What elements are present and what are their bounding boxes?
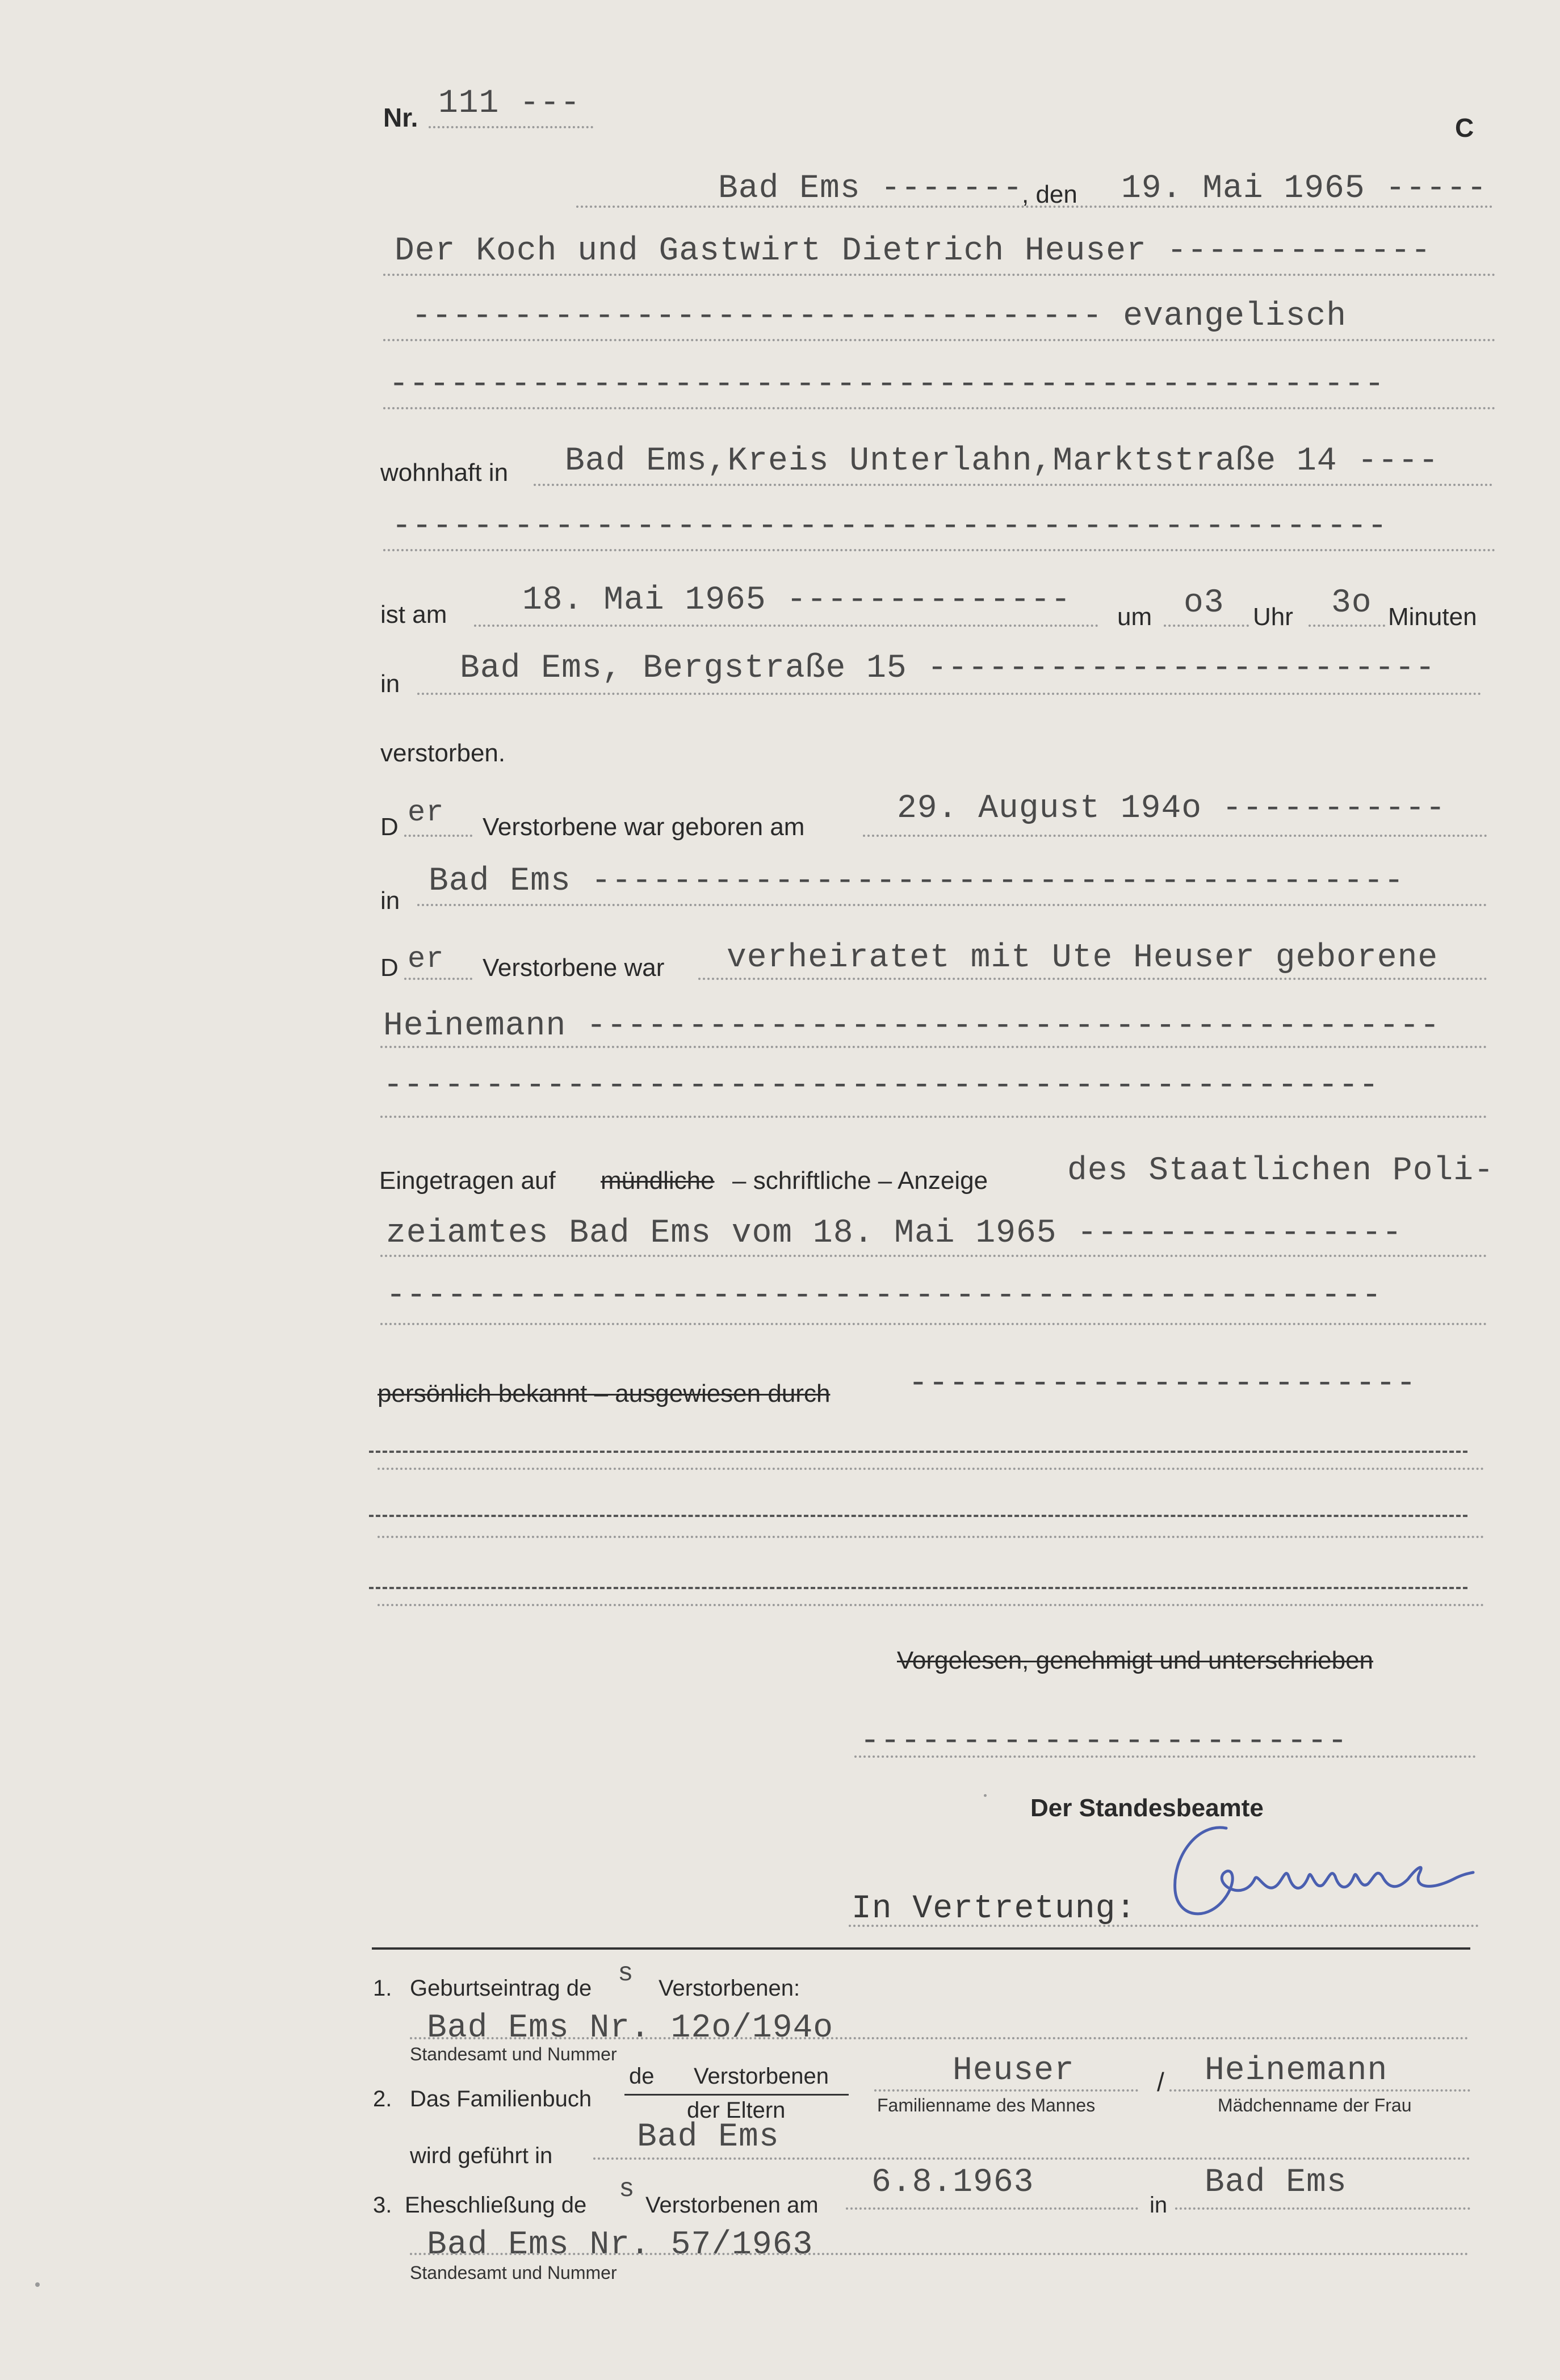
den-label: , den bbox=[1022, 181, 1077, 208]
identity-dot-line-3 bbox=[378, 1604, 1484, 1606]
identity-dot-line-2 bbox=[378, 1536, 1484, 1538]
residence-address: Bad Ems,Kreis Unterlahn,Marktstraße 14 ---- bbox=[565, 443, 1439, 480]
paper-speck bbox=[35, 2282, 40, 2287]
birth-er-typed: er bbox=[408, 796, 444, 829]
closing-dashes: ------------------------ bbox=[860, 1723, 1348, 1760]
registration-struck-word: mündliche bbox=[601, 1167, 715, 1195]
f3-s: s bbox=[619, 2174, 635, 2204]
f3-line bbox=[410, 2253, 1469, 2255]
identity-dash-line-2 bbox=[369, 1515, 1467, 1517]
marital-line-2 bbox=[380, 1046, 1487, 1048]
family-book-place: Bad Ems bbox=[637, 2119, 779, 2156]
f2-eltern: der Eltern bbox=[687, 2098, 786, 2123]
f1-s: s bbox=[618, 1959, 634, 1988]
registration-authority-a: des Staatlichen Poli- bbox=[1067, 1153, 1494, 1189]
in-vertretung: In Vertretung: bbox=[852, 1891, 1137, 1928]
registration-line-3 bbox=[380, 1323, 1487, 1325]
f2-wife-line bbox=[1169, 2089, 1470, 2092]
registration-label-b: – schriftliche – Anzeige bbox=[732, 1167, 988, 1195]
marital-er-typed: er bbox=[408, 942, 444, 976]
f3-caption: Standesamt und Nummer bbox=[410, 2262, 617, 2283]
registration-blank-line: ------------------------------------------------- bbox=[386, 1277, 1382, 1314]
f2-de: de bbox=[629, 2064, 655, 2089]
registration-label-a: Eingetragen auf bbox=[379, 1167, 556, 1195]
identity-dot-line-1 bbox=[378, 1468, 1484, 1470]
person-blank-line: ------------------------------------------------- bbox=[389, 366, 1385, 403]
person-line-1 bbox=[383, 274, 1496, 276]
person-line-2 bbox=[383, 339, 1496, 341]
registration-authority-b: zeiamtes Bad Ems vom 18. Mai 1965 ---------------- bbox=[386, 1215, 1403, 1252]
paper-speck bbox=[984, 1794, 987, 1797]
closing-dot-line bbox=[854, 1755, 1476, 1758]
birth-place-line bbox=[417, 904, 1487, 906]
f2-wird-label: wird geführt in bbox=[410, 2143, 553, 2168]
nr-underline bbox=[429, 126, 593, 128]
identity-dashes: ------------------------- bbox=[908, 1365, 1417, 1402]
birth-in-label: in bbox=[380, 887, 400, 915]
um-label: um bbox=[1117, 603, 1152, 631]
f2-label: Das Familienbuch bbox=[410, 2086, 592, 2111]
birth-d-prefix: D bbox=[380, 813, 399, 841]
f3-date-line bbox=[846, 2207, 1138, 2210]
residence-line-1 bbox=[534, 484, 1493, 486]
f3-number: 3. bbox=[373, 2193, 392, 2218]
marital-line-1 bbox=[698, 978, 1487, 980]
wife-maiden-name: Heinemann bbox=[1205, 2052, 1388, 2089]
identity-dash-line-3 bbox=[369, 1587, 1467, 1589]
birth-place: Bad Ems ---------------------------------------- bbox=[429, 863, 1404, 900]
f2-verstorbenen: Verstorbenen bbox=[694, 2064, 829, 2089]
religion-line: ---------------------------------- evangelisch bbox=[412, 298, 1347, 335]
place-date-line bbox=[576, 206, 1493, 208]
f2-place-line bbox=[593, 2157, 1470, 2160]
uhr-label: Uhr bbox=[1253, 603, 1293, 631]
marital-line-3 bbox=[380, 1116, 1487, 1118]
f3-place-line bbox=[1175, 2207, 1470, 2210]
marital-label: Verstorbene war bbox=[483, 954, 665, 982]
death-in-label: in bbox=[380, 670, 400, 698]
residence-blank-line: ------------------------------------------------- bbox=[392, 508, 1388, 545]
f2-slash: / bbox=[1157, 2067, 1164, 2097]
marriage-place: Bad Ems bbox=[1205, 2164, 1347, 2201]
death-hour: o3 bbox=[1184, 585, 1224, 622]
birth-entry-value: Bad Ems Nr. 12o/194o bbox=[427, 2010, 834, 2047]
footnote-divider bbox=[372, 1947, 1470, 1950]
husband-surname: Heuser bbox=[953, 2052, 1075, 2089]
death-minutes: 3o bbox=[1331, 585, 1372, 622]
hour-line bbox=[1164, 625, 1249, 627]
birth-er-line bbox=[404, 835, 472, 837]
identity-struck-text: persönlich bekannt – ausgewiesen durch bbox=[378, 1380, 831, 1407]
nr-label: Nr. bbox=[383, 103, 418, 132]
birth-date: 29. August 194o ----------- bbox=[897, 790, 1446, 827]
spouse-maiden-name: Heinemann ------------------------------------------ bbox=[383, 1008, 1440, 1045]
f1-line bbox=[410, 2037, 1469, 2039]
official-title: Der Standesbeamte bbox=[1030, 1794, 1264, 1822]
verstorben-label: verstorben. bbox=[380, 739, 506, 767]
deceased-name-line: Der Koch und Gastwirt Dietrich Heuser ------------- bbox=[395, 233, 1432, 270]
f2-caption-husband: Familienname des Mannes bbox=[877, 2095, 1096, 2115]
marital-er-line bbox=[404, 978, 472, 980]
identity-dash-line-1 bbox=[369, 1451, 1467, 1453]
birth-date-line bbox=[863, 835, 1487, 837]
f2-husband-line bbox=[874, 2089, 1138, 2092]
register-number: 111 --- bbox=[438, 85, 581, 122]
residence-label: wohnhaft in bbox=[380, 459, 509, 487]
f3-label-a: Eheschließung de bbox=[405, 2193, 587, 2218]
read-approved-struck: Vorgelesen, genehmigt und unterschrieben bbox=[897, 1646, 1374, 1674]
f3-label-b: Verstorbenen am bbox=[645, 2193, 819, 2218]
f1-label-a: Geburtseintrag de bbox=[410, 1976, 592, 2001]
marital-status: verheiratet mit Ute Heuser geborene bbox=[727, 940, 1439, 977]
marital-d-prefix: D bbox=[380, 954, 399, 982]
birth-label: Verstorbene war geboren am bbox=[483, 813, 805, 841]
signature bbox=[1158, 1811, 1476, 1942]
f1-label-b: Verstorbenen: bbox=[659, 1976, 800, 2001]
f2-fraction-rule bbox=[624, 2094, 849, 2096]
death-place: Bad Ems, Bergstraße 15 ------------------------- bbox=[460, 650, 1436, 687]
f2-number: 2. bbox=[373, 2086, 392, 2111]
ist-am-label: ist am bbox=[380, 601, 447, 628]
f1-number: 1. bbox=[373, 1976, 392, 2001]
marriage-date: 6.8.1963 bbox=[871, 2164, 1034, 2201]
corner-letter: C bbox=[1455, 113, 1474, 143]
residence-line-2 bbox=[383, 549, 1496, 551]
marriage-entry-value: Bad Ems Nr. 57/1963 bbox=[427, 2227, 813, 2264]
issue-date: 19. Mai 1965 ----- bbox=[1121, 170, 1487, 207]
person-line-3 bbox=[383, 407, 1496, 409]
death-date: 18. Mai 1965 -------------- bbox=[522, 582, 1071, 619]
issue-place: Bad Ems ------- bbox=[718, 170, 1024, 207]
minuten-label: Minuten bbox=[1388, 603, 1477, 631]
minutes-line bbox=[1309, 625, 1385, 627]
marital-blank-line: ------------------------------------------------- bbox=[383, 1067, 1379, 1104]
f1-caption: Standesamt und Nummer bbox=[410, 2044, 617, 2064]
f3-in: in bbox=[1150, 2193, 1168, 2218]
f2-caption-wife: Mädchenname der Frau bbox=[1218, 2095, 1412, 2115]
death-date-line bbox=[474, 625, 1098, 627]
registration-line-2 bbox=[380, 1255, 1487, 1257]
death-place-line bbox=[417, 693, 1482, 695]
